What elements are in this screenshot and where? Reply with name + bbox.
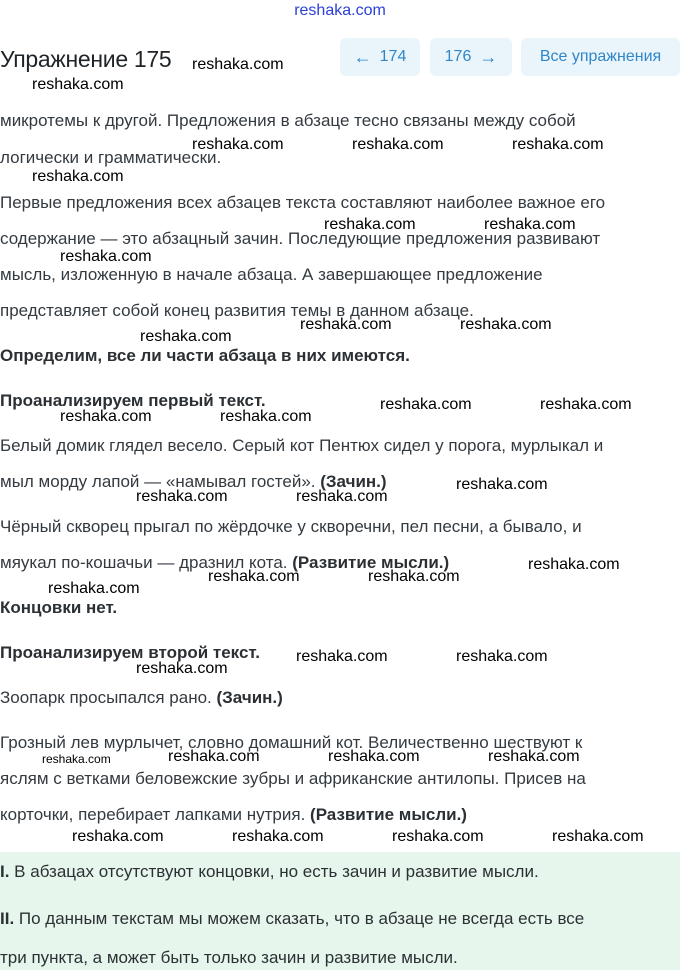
watermark: reshaka.com (352, 136, 444, 153)
watermark: reshaka.com (528, 556, 620, 573)
watermark: reshaka.com (328, 748, 420, 765)
watermark: reshaka.com (60, 408, 152, 425)
page-title: Упражнение 175 (0, 46, 172, 72)
watermark: reshaka.com (208, 568, 300, 585)
all-exercises-label: Все упражнения (539, 48, 662, 65)
watermark: reshaka.com (484, 216, 576, 233)
watermark: reshaka.com (540, 396, 632, 413)
watermark: reshaka.com (32, 168, 124, 185)
text-heading: Проанализируем первый текст. (0, 391, 266, 410)
watermark: reshaka.com (136, 488, 228, 505)
watermark: reshaka.com (140, 328, 232, 345)
text-fragment: Зоопарк просыпался рано. (0, 688, 217, 707)
text-line: Чёрный скворец прыгал по жёрдочке у скворечни, пел песни, а бывало, и (0, 517, 582, 536)
watermark: reshaka.com (60, 248, 152, 265)
text-line: Грозный лев мурлычет, словно домашний кот. Величественно шествуют к (0, 733, 583, 752)
watermark: reshaka.com (460, 316, 552, 333)
text-line: Белый домик глядел весело. Серый кот Пентюх сидел у порога, мурлыкал и (0, 436, 604, 455)
watermark: reshaka.com (296, 488, 388, 505)
text-line: Первые предложения всех абзацев текста составляют наиболее важное его (0, 193, 606, 212)
text-tag: (Зачин.) (320, 472, 387, 491)
text-tag: (Развитие мысли.) (292, 553, 450, 572)
watermark: reshaka.com (232, 828, 324, 845)
answer-line (0, 862, 539, 882)
watermark: reshaka.com (456, 476, 548, 493)
watermark: reshaka.com (380, 396, 472, 413)
text-fragment: корточки, перебирает лапками нутрия. (0, 805, 311, 824)
prev-exercise-label: 174 (379, 48, 407, 65)
text-line: микротемы к другой. Предложения в абзаце тесно связаны между собой (0, 111, 576, 130)
text-heading: Проанализируем второй текст. (0, 643, 260, 662)
text-heading: Концовки нет. (0, 598, 118, 617)
answer-box (0, 852, 680, 970)
arrow-right-icon: → (479, 46, 498, 67)
watermark: reshaka.com (324, 216, 416, 233)
answer-line: три пункта, а может быть только зачин и развитие мысли. (0, 948, 458, 967)
site-domain[interactable]: reshaka.com (294, 2, 386, 19)
text-fragment: мыл морду лапой — «намывал гостей». (0, 472, 321, 491)
watermark: reshaka.com (220, 408, 312, 425)
text-line: мысль, изложенную в начале абзаца. А завершающее предложение (0, 265, 543, 284)
next-exercise-button[interactable] (430, 38, 512, 76)
watermark: reshaka.com (368, 568, 460, 585)
answer-number: I. (0, 862, 10, 881)
watermark: reshaka.com (42, 752, 111, 766)
answer-text: По данным текстам мы можем сказать, что в абзаце не всегда есть все (14, 909, 585, 928)
watermark: reshaka.com (72, 828, 164, 845)
arrow-left-icon: ← (353, 46, 372, 67)
watermark: reshaka.com (192, 136, 284, 153)
text-line: представляет собой конец развития темы в данном абзаце. (0, 301, 474, 320)
watermark: reshaka.com (456, 648, 548, 665)
watermark: reshaka.com (488, 748, 580, 765)
answer-number: II. (0, 909, 15, 928)
text-line (0, 688, 283, 708)
all-exercises-button[interactable] (521, 38, 680, 76)
prev-exercise-button[interactable] (340, 38, 420, 76)
watermark: reshaka.com (296, 648, 388, 665)
watermark: reshaka.com (552, 828, 644, 845)
watermark: reshaka.com (392, 828, 484, 845)
text-line: логически и грамматически. (0, 148, 222, 167)
watermark: reshaka.com (32, 76, 124, 93)
text-line (0, 805, 467, 825)
answer-text: В абзацах отсутствуют концовки, но есть зачин и развитие мысли. (9, 862, 539, 881)
text-tag: (Развитие мысли.) (310, 805, 467, 824)
answer-line (0, 909, 584, 929)
watermark: reshaka.com (512, 136, 604, 153)
text-fragment: мяукал по-кошачьи — дразнил кота. (0, 553, 293, 572)
watermark: reshaka.com (192, 56, 284, 73)
watermark: reshaka.com (136, 660, 228, 677)
text-line: яслям с ветками беловежские зубры и африканские антилопы. Присев на (0, 769, 586, 788)
next-exercise-label: 176 (444, 48, 472, 65)
watermark: reshaka.com (48, 580, 140, 597)
watermark: reshaka.com (300, 316, 392, 333)
text-line: содержание — это абзацный зачин. Последующие предложения развивают (0, 229, 601, 248)
text-heading: Определим, все ли части абзаца в них имеются. (0, 346, 410, 365)
watermark: reshaka.com (168, 748, 260, 765)
text-tag: (Зачин.) (216, 688, 283, 707)
